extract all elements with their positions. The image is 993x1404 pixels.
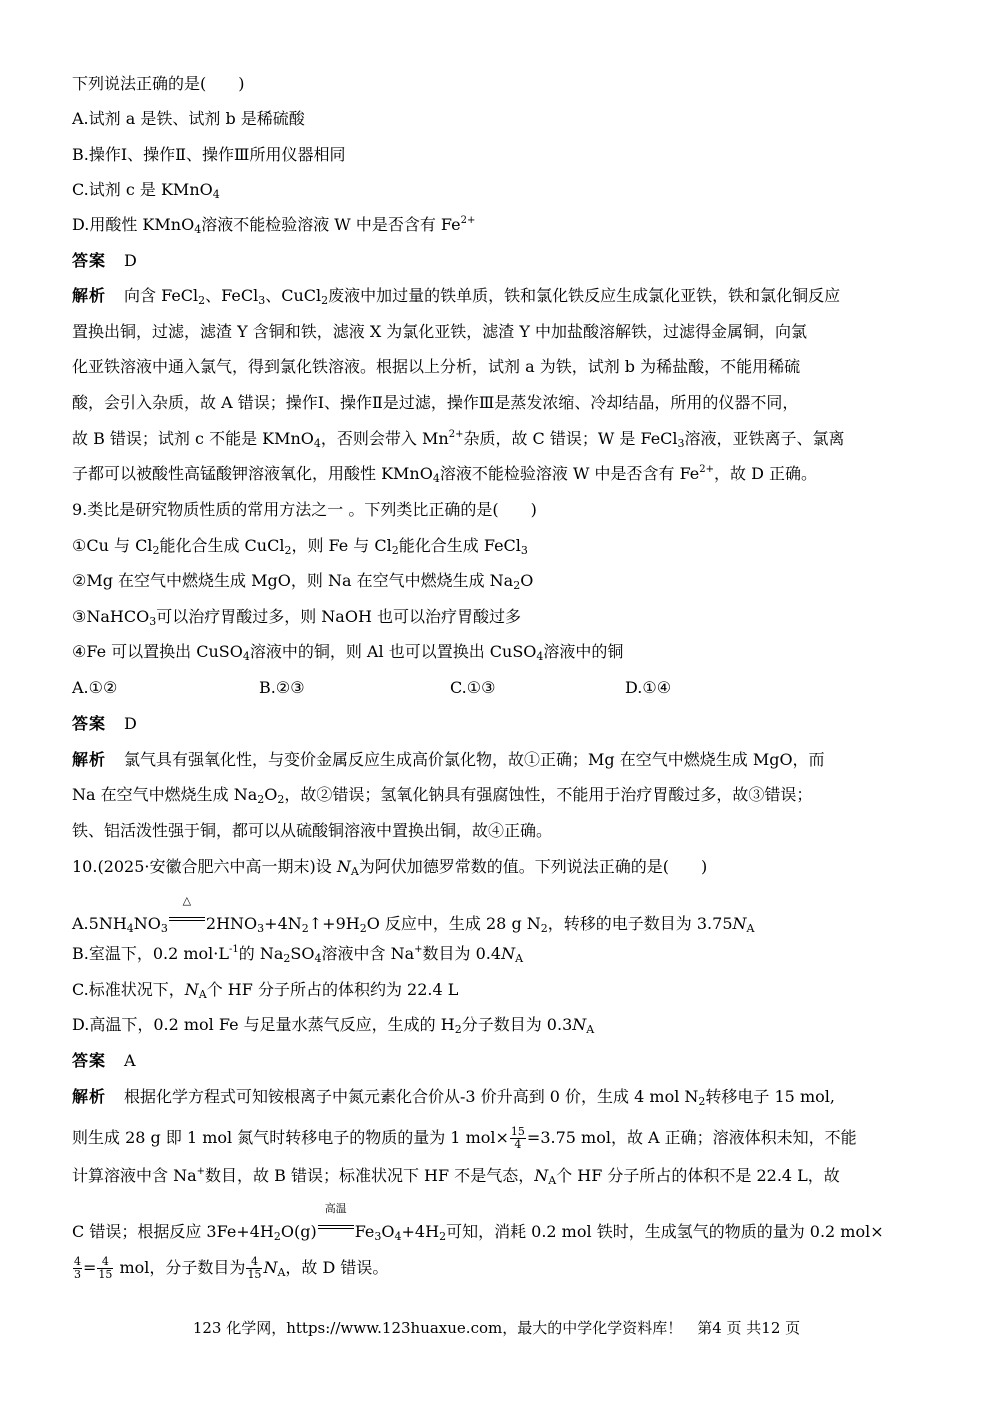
- q8-option-d: D.用酸性 KMnO$_4$溶液不能检验溶液 W 中是否含有 $Fe^{2+}$: [72, 215, 476, 236]
- fraction-4-over-3: $\frac{4}{3}$: [74, 1255, 81, 1281]
- q10-analysis-line-1: 解析 根据化学方程式可知铵根离子中氮元素化合价从-3 价升高到 0 价，生成 4 mol $N_2$转移电子 15 mol,: [72, 1087, 835, 1108]
- q10-stem: 10.(2025·安徽合肥六中高一期末)设 $N_A$为阿伏加德罗常数的值。下列说法正确的是( ): [72, 857, 708, 878]
- page-footer: 123 化学网，https://www.123huaxue.com，最大的中学化学资料库！ 第4 页 共12 页: [192, 1319, 801, 1337]
- fraction-4-over-15: $\frac{4}{15}$: [98, 1255, 113, 1281]
- q8-stem: 下列说法正确的是( ): [72, 74, 245, 93]
- fraction-15-over-4: $\frac{15}{4}$: [510, 1125, 525, 1151]
- q9-statement-4: ④Fe 可以置换出 CuSO$_4$溶液中的铜，则 Al 也可以置换出 CuSO$_4$溶液中的铜: [72, 642, 624, 663]
- q10-option-b: B.室温下，0.2 $mol\cdot L^{-1}$的 $Na_2SO_4$溶液中含 Na+数目为 $0.4N_A$: [72, 944, 524, 965]
- q9-option-d: D.①④: [625, 678, 672, 697]
- q10-answer: 答案 A: [72, 1051, 136, 1070]
- q8-analysis-line-6: 子都可以被酸性高锰酸钾溶液氧化，用酸性 KMnO$_4$溶液不能检验溶液 W 中是否含有 $Fe^{2+}$，故 D 正确。: [72, 464, 818, 485]
- high-temperature-condition-sign: 高温: [318, 1217, 354, 1237]
- q8-option-c: C.试剂 c 是 KMnO$_4$: [72, 180, 220, 201]
- q9-statement-2: ②Mg 在空气中燃烧生成 MgO，则 Na 在空气中燃烧生成 $Na_2O$: [72, 571, 534, 592]
- q8-analysis-line-2: 置换出铜，过滤，滤渣 Y 含铜和铁，滤液 X 为氯化亚铁，滤渣 Y 中加盐酸溶解铁，过滤得金属铜，向氯: [72, 322, 808, 341]
- q10-option-d: D.高温下，0.2 mol Fe 与足量水蒸气反应，生成的 $H_2$分子数目为 $0.3N_A$: [72, 1015, 595, 1036]
- q8-analysis-line-3: 化亚铁溶液中通入氯气，得到氯化铁溶液。根据以上分析，试剂 a 为铁，试剂 b 为稀盐酸，不能用稀硫: [72, 357, 801, 376]
- q9-analysis-line-2: Na 在空气中燃烧生成 $Na_2O_2$，故②错误；氢氧化钠具有强腐蚀性，不能用于治疗胃酸过多，故③错误；: [72, 785, 813, 806]
- q9-option-b: B.②③: [259, 678, 305, 697]
- q10-analysis-line-4: C 错误；根据反应 $3Fe+4H_2O(g)$ 高温 $Fe_3O_4+4H_2$可知，消耗 0.2 mol 铁时，生成氢气的物质的量为 0.2 mol×: [72, 1202, 884, 1243]
- q10-option-a: $A.5NH_4NO_3$ △ $2HNO_3+4N_2↑+9H_2O$ 反应中，生成 28 g $N_2$，转移的电子数目为 $3.75N_A$: [72, 894, 755, 935]
- fraction-4-over-15-b: $\frac{4}{15}$: [247, 1255, 262, 1281]
- q10-analysis-line-2: 则生成 28 g 即 1 mol 氮气时转移电子的物质的量为 1 mol× $\frac{15}{4}$ =3.75 mol，故 A 正确；溶液体积未知，不能: [72, 1125, 857, 1151]
- q10-option-c: C.标准状况下，$N_A$个 HF 分子所占的体积约为 22.4 L: [72, 980, 459, 1001]
- q9-analysis-line-3: 铁、铝活泼性强于铜，都可以从硫酸铜溶液中置换出铜，故④正确。: [72, 821, 553, 840]
- q10-analysis-line-3: 计算溶液中含 Na+数目，故 B 错误；标准状况下 HF 不是气态，$N_A$个 HF 分子所占的体积不是 22.4 L，故: [72, 1166, 840, 1187]
- q8-analysis-line-5: 故 B 错误；试剂 c 不能是 KMnO$_4$，否则会带入 $Mn^{2+}$杂质，故 C 错误；W 是 FeCl$_3$溶液，亚铁离子、氯离: [72, 429, 845, 450]
- q8-option-a: A.试剂 a 是铁、试剂 b 是稀硫酸: [72, 109, 305, 128]
- q9-statement-1: ①Cu 与 $Cl_2$能化合生成 CuCl$_2$，则 Fe 与 $Cl_2$能化合生成 FeCl$_3$: [72, 536, 528, 557]
- heating-condition-sign: △: [169, 909, 205, 929]
- q8-option-b: B.操作Ⅰ、操作Ⅱ、操作Ⅲ所用仪器相同: [72, 145, 346, 164]
- q9-answer: 答案 D: [72, 714, 137, 733]
- q8-analysis-line-1: 解析 向含 FeCl$_2$、FeCl$_3$、CuCl$_2$废液中加过量的铁单质，铁和氯化铁反应生成氯化亚铁，铁和氯化铜反应: [72, 286, 841, 307]
- q9-option-c: C.①③: [450, 678, 496, 697]
- q9-statement-3: ③NaHCO$_3$可以治疗胃酸过多，则 NaOH 也可以治疗胃酸过多: [72, 607, 521, 628]
- q9-stem: 9.类比是研究物质性质的常用方法之一 。下列类比正确的是( ): [72, 500, 537, 519]
- q8-analysis-line-4: 酸，会引入杂质，故 A 错误；操作Ⅰ、操作Ⅱ是过滤，操作Ⅲ是蒸发浓缩、冷却结晶，所用的仪器不同，: [72, 393, 799, 412]
- q10-analysis-line-5: $\frac{4}{3}$ = $\frac{4}{15}$ mol，分子数目为 $\frac{4}{15}$ $N_A$，故 D 错误。: [74, 1255, 389, 1281]
- q8-answer: 答案 D: [72, 251, 137, 270]
- q9-analysis-line-1: 解析 氯气具有强氧化性，与变价金属反应生成高价氯化物，故①正确；Mg 在空气中燃烧生成 MgO，而: [72, 750, 825, 769]
- q9-option-a: A.①②: [72, 678, 118, 697]
